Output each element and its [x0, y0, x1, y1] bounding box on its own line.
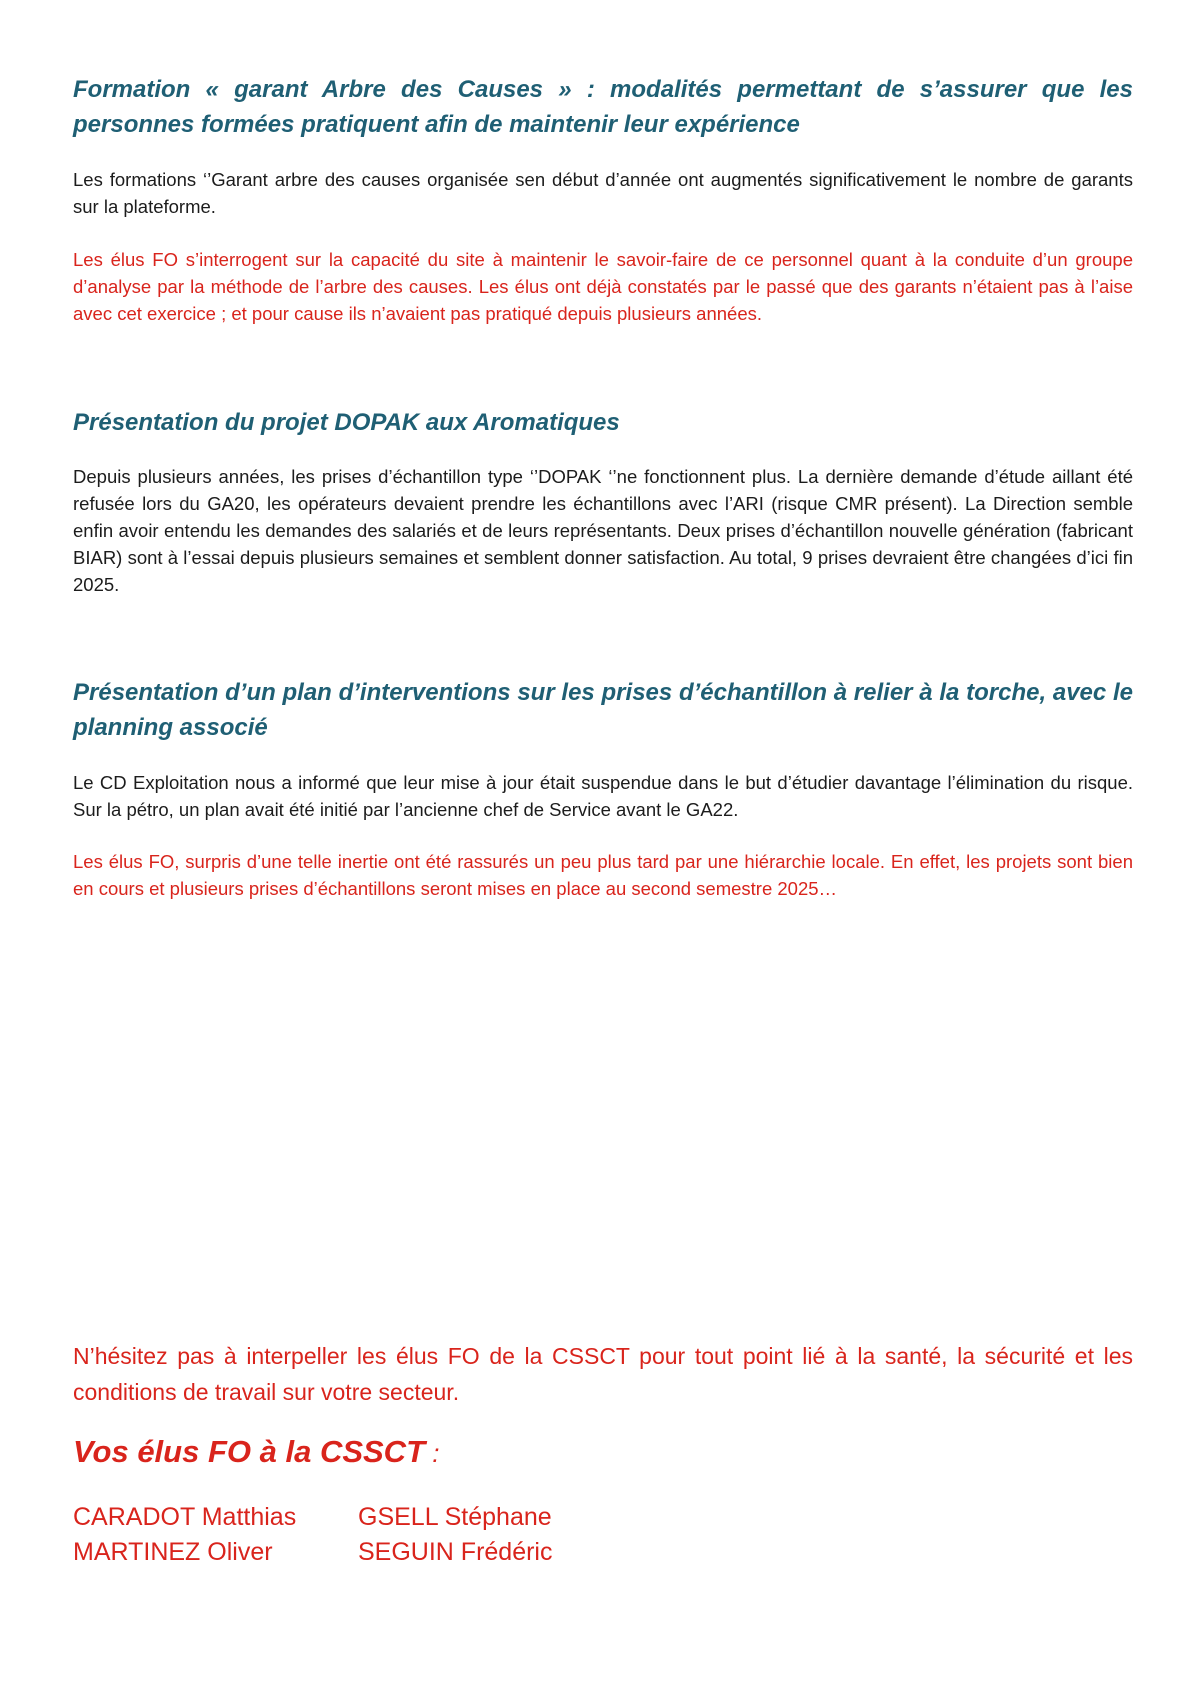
- section-body: [73, 166, 1133, 220]
- contact-callout: [73, 1338, 1133, 1410]
- signature-title: [73, 1432, 1133, 1473]
- signature-block: [73, 1432, 1133, 1473]
- paragraph: Les formations ‘’Garant arbre des causes organisée sen début d’année ont augmentés significativement le nombre de garants sur la plateforme.: [73, 169, 1133, 217]
- section-body: [73, 848, 1133, 902]
- section-body: [73, 463, 1133, 598]
- representative-name: CARADOT Matthias: [73, 1503, 297, 1531]
- section-heading: Présentation d’un plan d’interventions sur les prises d’échantillon à relier à la torche, avec le planning associé: [73, 679, 1133, 741]
- fo-comment-paragraph: Les élus FO, surpris d’une telle inertie ont été rassurés un peu plus tard par une hiérarchie locale. En effet, les projets sont bien en cours et plusieurs prises d’échantillons seront mises en place au second semestre 2025…: [73, 851, 1133, 899]
- paragraph: Depuis plusieurs années, les prises d’échantillon type ‘’DOPAK ‘’ne fonctionnent plus. La dernière demande d’étude aillant été refusée lors du GA20, les opérateurs devaient prendre les échantillons avec l’ARI (risque CMR présent). La Direction semble enfin avoir entendu les demandes des salariés et de leurs représentants. Deux prises d’échantillon nouvelle génération (fabricant BIAR) sont à l’essai depuis plusieurs semaines et semblent donner satisfaction. Au total, 9 prises devraient être changées d’ici fin 2025.: [73, 466, 1133, 595]
- signature-title-colon: :: [425, 1438, 440, 1468]
- callout-text: N’hésitez pas à interpeller les élus FO de la CSSCT pour tout point lié à la santé, la sécurité et les conditions de travail sur votre secteur.: [73, 1343, 1133, 1405]
- paragraph: Le CD Exploitation nous a informé que leur mise à jour était suspendue dans le but d’étudier davantage l’élimination du risque. Sur la pétro, un plan avait été initié par l’ancienne chef de Service avant le GA22.: [73, 772, 1133, 820]
- section-dopak: [73, 405, 1133, 440]
- representatives-list: [73, 1500, 1133, 1570]
- signature-title-text: Vos élus FO à la CSSCT: [73, 1434, 426, 1469]
- fo-comment-paragraph: Les élus FO s’interrogent sur la capacité du site à maintenir le savoir-faire de ce personnel quant à la conduite d’un groupe d’analyse par la méthode de l’arbre des causes. Les élus ont déjà constatés par le passé que des garants n’étaient pas à l’aise avec cet exercice ; et pour cause ils n’avaient pas pratiqué depuis plusieurs années.: [73, 249, 1133, 324]
- section-plan-interventions: [73, 675, 1133, 745]
- section-heading: Formation « garant Arbre des Causes » : modalités permettant de s’assurer que les personnes formées pratiquent afin de maintenir leur expérience: [73, 76, 1133, 138]
- section-body: [73, 246, 1133, 327]
- representative-name: SEGUIN Frédéric: [358, 1538, 553, 1566]
- section-heading: Présentation du projet DOPAK aux Aromatiques: [73, 409, 620, 436]
- section-body: [73, 769, 1133, 823]
- representative-name: GSELL Stéphane: [358, 1503, 552, 1531]
- section-garant-arbre-causes: [73, 72, 1133, 142]
- representative-name: MARTINEZ Oliver: [73, 1538, 273, 1566]
